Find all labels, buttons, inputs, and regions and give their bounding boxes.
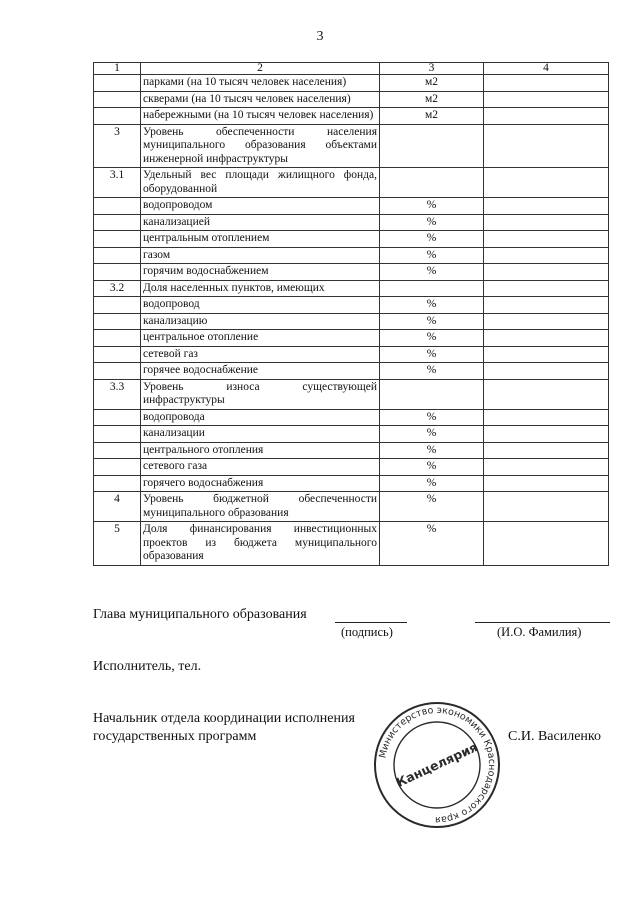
unit-cell: % — [380, 442, 484, 459]
indicator-name-cell: центрального отопления — [141, 442, 380, 459]
value-cell — [484, 346, 609, 363]
page-number: 3 — [316, 29, 324, 44]
row-number-cell: 4 — [94, 492, 141, 522]
value-cell — [484, 522, 609, 566]
value-cell — [484, 475, 609, 492]
unit-cell: % — [380, 330, 484, 347]
value-cell — [484, 124, 609, 168]
indicator-name-cell: канализацией — [141, 214, 380, 231]
row-number-cell — [94, 459, 141, 476]
chief-title-line-1: Начальник отдела координации исполнения — [93, 711, 355, 726]
unit-cell: % — [380, 264, 484, 281]
indicator-name-cell: Доля населенных пунктов, имеющих — [141, 280, 380, 297]
indicator-name-cell: Доля финансирования инвестиционных проектов из бюджета муниципального образования — [141, 522, 380, 566]
row-number-cell — [94, 409, 141, 426]
table-row — [94, 247, 609, 264]
table-header-row — [94, 63, 609, 75]
indicator-name-cell: сетевого газа — [141, 459, 380, 476]
table-row — [94, 124, 609, 168]
value-cell — [484, 492, 609, 522]
indicator-name-cell: Уровень бюджетной обеспеченности муниципального образования — [141, 492, 380, 522]
table-row — [94, 379, 609, 409]
unit-cell: % — [380, 492, 484, 522]
unit-cell: % — [380, 363, 484, 380]
table-row — [94, 231, 609, 248]
unit-cell: % — [380, 409, 484, 426]
indicator-name-cell: горячим водоснабжением — [141, 264, 380, 281]
value-cell — [484, 313, 609, 330]
row-number-cell — [94, 442, 141, 459]
row-number-cell — [94, 426, 141, 443]
table-row — [94, 475, 609, 492]
table-row — [94, 91, 609, 108]
chief-name: С.И. Василенко — [508, 729, 601, 744]
unit-cell: % — [380, 522, 484, 566]
row-number-cell: 5 — [94, 522, 141, 566]
value-cell — [484, 297, 609, 314]
table-row — [94, 264, 609, 281]
value-cell — [484, 379, 609, 409]
executor-label: Исполнитель, тел. — [93, 659, 202, 674]
value-cell — [484, 442, 609, 459]
header-col-2: 2 — [141, 63, 380, 75]
table-row — [94, 426, 609, 443]
row-number-cell: 3 — [94, 124, 141, 168]
row-number-cell — [94, 108, 141, 125]
value-cell — [484, 214, 609, 231]
table-row — [94, 168, 609, 198]
table-row — [94, 108, 609, 125]
unit-cell — [380, 168, 484, 198]
office-stamp — [372, 700, 502, 830]
row-number-cell: 3.2 — [94, 280, 141, 297]
indicators-table — [93, 62, 609, 566]
indicator-name-cell: центральное отопление — [141, 330, 380, 347]
name-caption: (И.О. Фамилия) — [497, 625, 582, 639]
row-number-cell — [94, 330, 141, 347]
row-number-cell — [94, 75, 141, 92]
value-cell — [484, 459, 609, 476]
stamp-outer-text: Министерство экономики Краснодарского края — [377, 704, 498, 826]
unit-cell: % — [380, 247, 484, 264]
header-col-3: 3 — [380, 63, 484, 75]
table-row — [94, 198, 609, 215]
row-number-cell — [94, 363, 141, 380]
indicator-name-cell: Уровень обеспеченности населения муниципального образования объектами инженерной инфраструктуры — [141, 124, 380, 168]
unit-cell: % — [380, 231, 484, 248]
unit-cell: % — [380, 297, 484, 314]
value-cell — [484, 409, 609, 426]
value-cell — [484, 264, 609, 281]
table-row — [94, 313, 609, 330]
indicator-name-cell: горячего водоснабжения — [141, 475, 380, 492]
unit-cell: % — [380, 214, 484, 231]
unit-cell: м2 — [380, 91, 484, 108]
row-number-cell: 3.3 — [94, 379, 141, 409]
value-cell — [484, 363, 609, 380]
row-number-cell — [94, 264, 141, 281]
row-number-cell — [94, 297, 141, 314]
table-row — [94, 214, 609, 231]
value-cell — [484, 198, 609, 215]
unit-cell — [380, 379, 484, 409]
row-number-cell — [94, 475, 141, 492]
indicator-name-cell: газом — [141, 247, 380, 264]
unit-cell: % — [380, 198, 484, 215]
row-number-cell — [94, 346, 141, 363]
table-row — [94, 363, 609, 380]
indicator-name-cell: водопроводом — [141, 198, 380, 215]
header-col-4: 4 — [484, 63, 609, 75]
head-label: Глава муниципального образования — [93, 607, 307, 622]
value-cell — [484, 168, 609, 198]
indicator-name-cell: сетевой газ — [141, 346, 380, 363]
table-row — [94, 75, 609, 92]
indicator-name-cell: канализацию — [141, 313, 380, 330]
indicator-name-cell: набережными (на 10 тысяч человек населения) — [141, 108, 380, 125]
indicator-name-cell: канализации — [141, 426, 380, 443]
indicator-name-cell: парками (на 10 тысяч человек населения) — [141, 75, 380, 92]
indicator-name-cell: водопровод — [141, 297, 380, 314]
unit-cell — [380, 280, 484, 297]
unit-cell: % — [380, 426, 484, 443]
indicator-name-cell: скверами (на 10 тысяч человек населения) — [141, 91, 380, 108]
value-cell — [484, 280, 609, 297]
table-row — [94, 409, 609, 426]
value-cell — [484, 426, 609, 443]
value-cell — [484, 231, 609, 248]
header-col-1: 1 — [94, 63, 141, 75]
value-cell — [484, 75, 609, 92]
table-row — [94, 297, 609, 314]
sign-caption: (подпись) — [341, 625, 393, 639]
value-cell — [484, 91, 609, 108]
value-cell — [484, 108, 609, 125]
row-number-cell — [94, 313, 141, 330]
indicator-name-cell: центральным отоплением — [141, 231, 380, 248]
table-row — [94, 346, 609, 363]
table-row — [94, 459, 609, 476]
row-number-cell — [94, 231, 141, 248]
row-number-cell: 3.1 — [94, 168, 141, 198]
stamp-center-text: Канцелярия — [393, 739, 480, 790]
name-line — [475, 622, 610, 623]
row-number-cell — [94, 214, 141, 231]
indicator-name-cell: Удельный вес площади жилищного фонда, оборудованной — [141, 168, 380, 198]
table-row — [94, 330, 609, 347]
indicator-name-cell: горячее водоснабжение — [141, 363, 380, 380]
unit-cell: % — [380, 475, 484, 492]
unit-cell — [380, 124, 484, 168]
unit-cell: м2 — [380, 108, 484, 125]
table-row — [94, 442, 609, 459]
signature-line — [335, 622, 407, 623]
unit-cell: % — [380, 313, 484, 330]
chief-title-line-2: государственных программ — [93, 729, 257, 744]
unit-cell: % — [380, 346, 484, 363]
row-number-cell — [94, 198, 141, 215]
row-number-cell — [94, 91, 141, 108]
table-row — [94, 492, 609, 522]
unit-cell: % — [380, 459, 484, 476]
table-row — [94, 522, 609, 566]
row-number-cell — [94, 247, 141, 264]
unit-cell: м2 — [380, 75, 484, 92]
table-row — [94, 280, 609, 297]
indicator-name-cell: водопровода — [141, 409, 380, 426]
value-cell — [484, 330, 609, 347]
value-cell — [484, 247, 609, 264]
indicator-name-cell: Уровень износа существующей инфраструктуры — [141, 379, 380, 409]
